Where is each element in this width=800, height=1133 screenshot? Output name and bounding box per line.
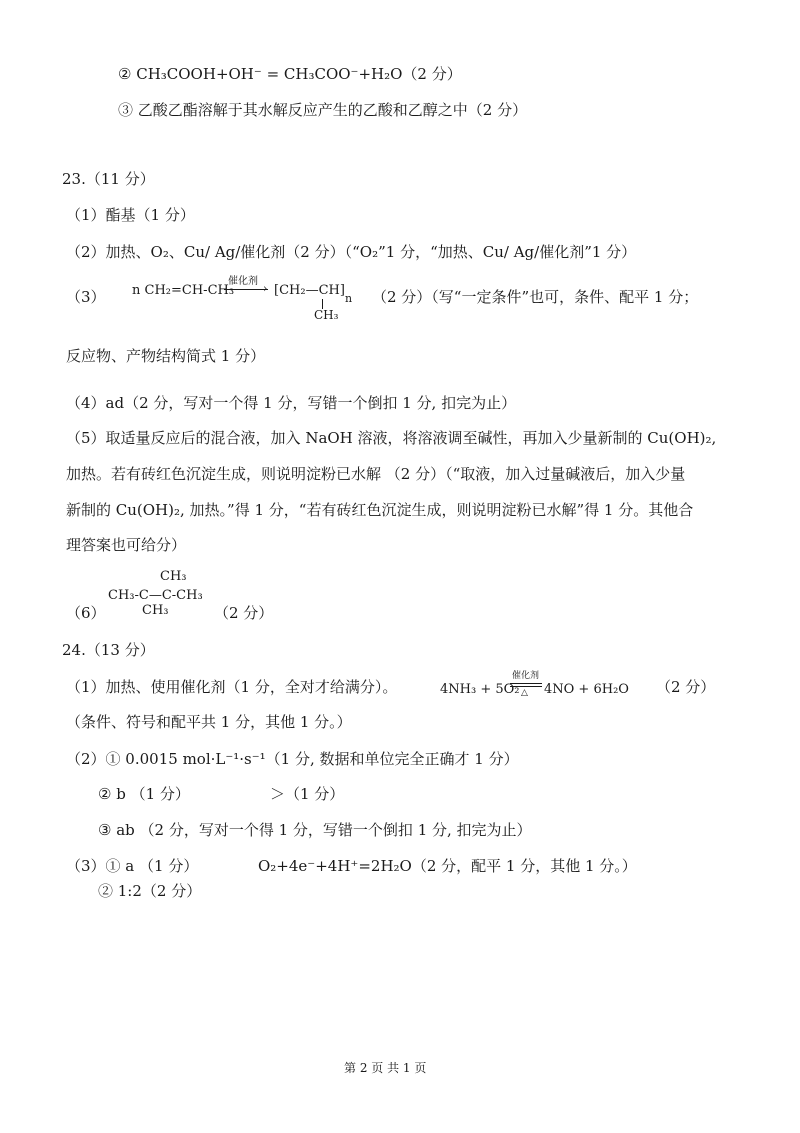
q23-part-5-line-3: 新制的 Cu(OH)₂, 加热。”得 1 分，“若有砖红色沉淀生成，则说明淀粉已水解”得 1 分。其他合: [66, 501, 694, 519]
q24-part-3-1-equation: O₂+4e⁻+4H⁺=2H₂O（2 分，配平 1 分，其他 1 分。）: [258, 857, 637, 875]
q23-6-structure-top: CH₃: [160, 569, 187, 584]
page-footer: 第 2 页 共 1 页: [344, 1061, 427, 1075]
q24-1-equation-catalyst: 催化剂: [512, 671, 540, 681]
q23-part-3-continued: 反应物、产物结构简式 1 分）: [66, 347, 266, 365]
q23-part-4: （4）ad（2 分，写对一个得 1 分，写错一个倒扣 1 分, 扣完为止）: [66, 394, 517, 412]
q23-part-5-line-1: （5）取适量反应后的混合液，加入 NaOH 溶液，将溶液调至碱性，再加入少量新制的 Cu(OH)₂,: [66, 429, 717, 447]
answer-line-ethyl-acetate: ③ 乙酸乙酯溶解于其水解反应产生的乙酸和乙醇之中（2 分）: [118, 101, 528, 119]
q24-1-equal-line-top: [510, 683, 542, 684]
q23-3-monomer: n CH₂=CH-CH₃: [132, 283, 235, 298]
q24-1-equation-left: 4NH₃ + 5O₂: [440, 682, 520, 697]
q24-part-2-2-answer: ② b （1 分）: [98, 785, 190, 803]
q23-part-5-line-2: 加热。若有砖红色沉淀生成，则说明淀粉已水解 （2 分）（“取液，加入过量碱液后，加入少量: [66, 465, 686, 483]
q24-part-3-1-answer: （3）① a （1 分）: [66, 857, 199, 875]
question-24-header: 24.（13 分）: [62, 641, 155, 659]
q23-3-arrow-head: ›: [263, 282, 268, 295]
q23-3-arrow-line: [224, 289, 268, 290]
q23-part-1: （1）酯基（1 分）: [66, 206, 195, 224]
q23-part-2: （2）加热、O₂、Cu/ Ag/催化剂（2 分）（“O₂”1 分，“加热、Cu/ Ag/催化剂”1 分）: [66, 243, 637, 261]
q23-3-catalyst: 催化剂: [228, 276, 258, 287]
q23-3-polymer-ch3: CH₃: [314, 308, 339, 322]
q23-part-6-score: （2 分）: [214, 604, 274, 622]
q23-part-3-score: （2 分）（写“一定条件”也可，条件、配平 1 分；: [372, 288, 699, 306]
q24-part-2-3: ③ ab （2 分，写对一个得 1 分，写错一个倒扣 1 分, 扣完为止）: [98, 821, 532, 839]
q23-part-6-label: （6）: [66, 604, 106, 622]
q23-3-polymer: [CH₂—CH]: [274, 283, 345, 298]
q23-6-structure-bottom: CH₃: [142, 603, 169, 618]
q24-part-1-score: （2 分）: [656, 678, 716, 696]
q24-part-1-note: （条件、符号和配平共 1 分，其他 1 分。）: [66, 713, 352, 731]
question-23-header: 23.（11 分）: [62, 170, 155, 188]
answer-line-acetic-acid-reaction: ② CH₃COOH+OH⁻ = CH₃COO⁻+H₂O（2 分）: [118, 65, 462, 83]
q24-1-equation-heat: △: [521, 688, 528, 698]
q23-6-structure-main: CH₃-C—C-CH₃: [108, 588, 203, 603]
q24-1-equal-line-bottom: [510, 686, 542, 687]
q23-part-3-label: （3）: [66, 288, 106, 306]
q24-part-2-2-compare: ＞（1 分）: [270, 785, 345, 803]
q24-part-1-text: （1）加热、使用催化剂（1 分，全对才给满分）。: [66, 678, 398, 696]
q23-part-5-line-4: 理答案也可给分）: [66, 536, 187, 554]
q24-1-equation-right: 4NO + 6H₂O: [544, 682, 629, 697]
q24-part-3-2: ② 1:2（2 分）: [98, 882, 202, 900]
q24-part-2-1: （2）① 0.0015 mol·L⁻¹·s⁻¹（1 分, 数据和单位完全正确才 1 分）: [66, 750, 519, 768]
q23-3-polymer-n: n: [345, 292, 353, 305]
